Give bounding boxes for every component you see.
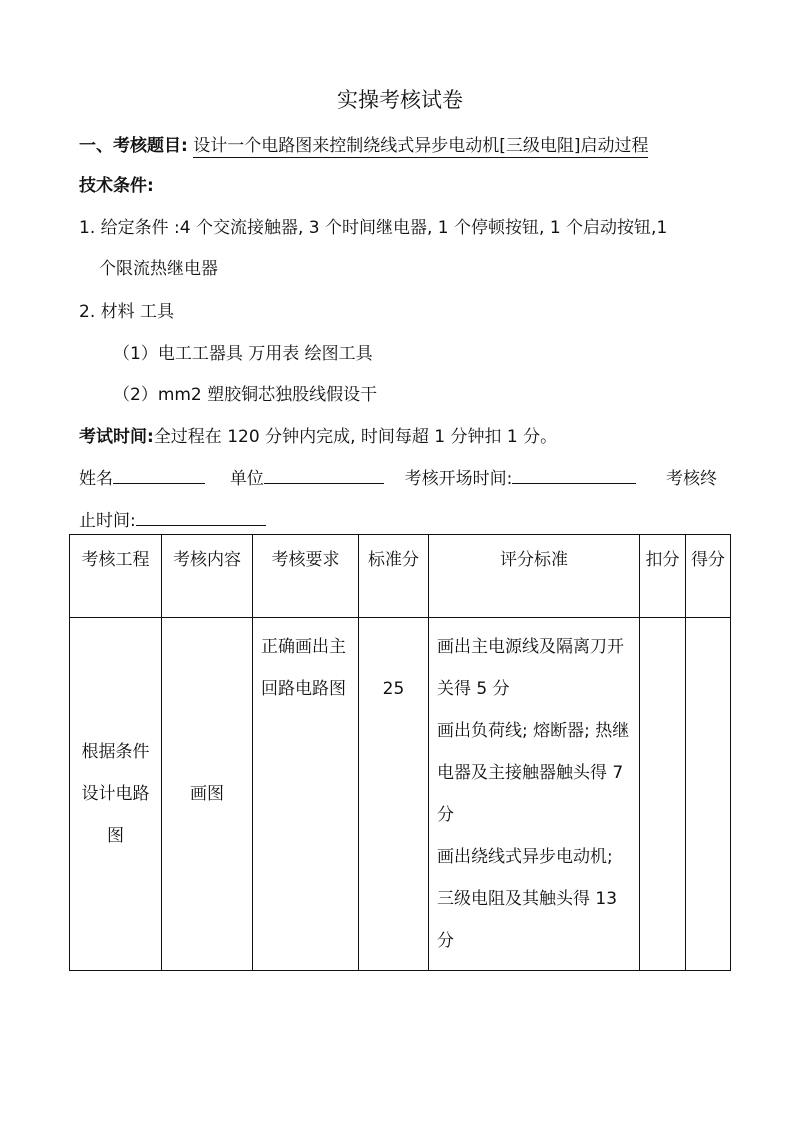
table-header-row [70,535,731,618]
table-row [70,618,731,971]
cell-project: 根据条件设计电路图 [70,618,162,971]
grading-table [69,534,731,971]
header-content: 考核内容 [162,535,253,618]
topic-text: 设计一个电路图来控制绕线式异步电动机[三级电阻]启动过程 [193,136,649,156]
exam-time-line [79,422,557,447]
materials-heading: 2. 材料 工具 [79,302,175,322]
header-requirement: 考核要求 [253,535,359,618]
given-conditions-line2: 个限流热继电器 [99,259,218,279]
end-time-label-part2: 止时间: [79,511,136,531]
start-time-field[interactable] [512,465,636,484]
name-label: 姓名 [79,469,113,489]
header-criteria: 评分标准 [429,535,640,618]
start-time-label: 考核开场时间: [404,469,513,489]
name-field[interactable] [113,465,205,484]
topic-label: 一、考核题目: [79,136,188,156]
cell-criteria [429,618,640,971]
topic-line [79,131,648,156]
criteria-item: 画出负荷线; 熔断器; 热继电器及主接触器触头得 7 分 [437,721,630,825]
page-title: 实操考核试卷 [337,88,463,112]
unit-label: 单位 [229,469,264,489]
header-score: 标准分 [359,535,429,618]
criteria-item: 画出绕线式异步电动机; 三级电阻及其触头得 13 分 [437,847,618,951]
unit-field[interactable] [264,465,384,484]
cell-requirement: 正确画出主回路电路图 [253,618,359,971]
exam-time-text: 全过程在 120 分钟内完成, 时间每超 1 分钟扣 1 分。 [153,427,558,447]
cell-earned[interactable] [686,618,731,971]
cell-content: 画图 [162,618,253,971]
score-value: 25 [382,679,405,699]
end-time-line [79,506,266,531]
materials-item-1: （1）电工工器具 万用表 绘图工具 [113,344,373,364]
header-project: 考核工程 [70,535,162,618]
end-time-label-part1: 考核终 [666,469,717,489]
header-earned: 得分 [686,535,731,618]
cell-score [359,618,429,971]
tech-conditions-label: 技术条件: [79,176,154,196]
header-deduct: 扣分 [640,535,686,618]
given-conditions-line1: 1. 给定条件 :4 个交流接触器, 3 个时间继电器, 1 个停顿按钮, 1 个启动按钮,1 [79,218,668,238]
criteria-item: 画出主电源线及隔离刀开关得 5 分 [437,637,624,699]
exam-time-label: 考试时间: [79,427,154,447]
candidate-fields-line [79,464,636,489]
end-time-field[interactable] [136,507,266,526]
cell-deduct[interactable] [640,618,686,971]
materials-item-2: （2）mm2 塑胶铜芯独股线假设干 [113,385,378,405]
